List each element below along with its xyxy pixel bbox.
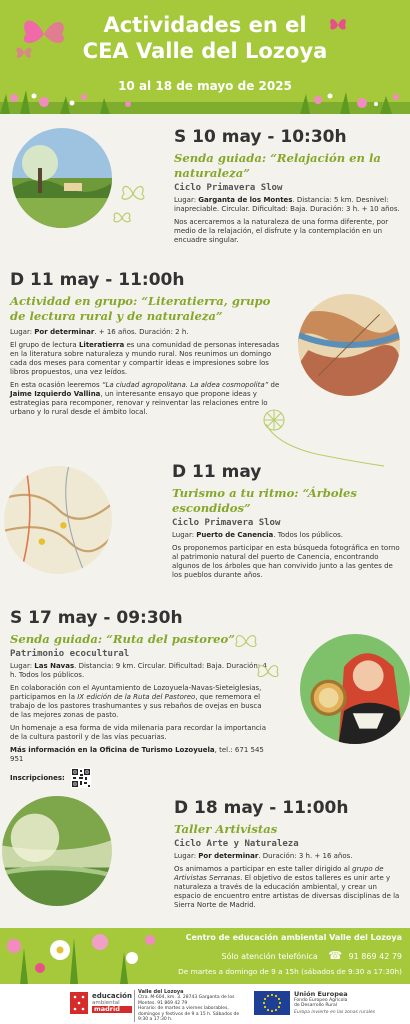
event-4-homage: Un homenaje a esa forma de vida milenaria para recordar la importancia de la cultura pastoril y de las vías pecuarias. — [10, 724, 267, 741]
community-madrid-logo — [70, 992, 88, 1014]
phone-icon: ☎ — [328, 949, 343, 962]
educacion-ambiental-logo: educación ambiental madrid — [92, 992, 132, 1013]
phone-number[interactable]: 91 869 42 79 — [348, 952, 402, 961]
event-3-title: Turismo a tu ritmo: “Árboles escondidos” — [172, 486, 357, 515]
event-2-date: D 11 may - 11:00h — [10, 270, 185, 290]
page-title — [0, 12, 410, 64]
event-1-title: Senda guiada: “Relajación en la naturaleza” — [174, 151, 381, 180]
event-5-date: D 18 may - 11:00h — [174, 798, 349, 818]
event-5 — [174, 798, 404, 910]
flower-meadow-decoration — [0, 88, 410, 114]
event-1-photo — [12, 128, 112, 228]
dandelion-line-icon — [256, 404, 386, 468]
opening-hours: De martes a domingo de 9 a 15h (sábados de 9:30 a 17:30h) — [178, 967, 402, 976]
center-address: Valle del Lozoya Ctra. M-604, km. 3. 28743 Garganta de los Montes. 91 869 42 79 Horario: de martes a viernes laborables, domingos y festivos de 9 a 15 h. Sábados de 9:30 a 17:30 h. — [134, 990, 242, 1022]
event-1-details: Lugar: Garganta de los Montes. Distancia: 5 km. Desnivel: inapreciable. Circular. Dificultad: Baja. Duración: 3 h. + 10 años. — [174, 196, 400, 213]
butterflies-line-icon-2 — [228, 628, 288, 692]
event-5-description: Os animamos a participar en este taller dirigido al grupo de Artivistas Serranas. El objetivo de estos talleres es unir arte y naturaleza a través de la educación ambiental, y crear un espacio de encuentro entre artistas de diversas disciplinas de la Sierra Norte de Madrid. — [174, 865, 400, 909]
event-2-map-photo — [298, 294, 400, 396]
event-3-date: D 11 may — [172, 462, 262, 482]
event-4-more-info: Más información en la Oficina de Turismo Lozoyuela, tel.: 671 545 951 — [10, 746, 264, 763]
event-5-subtitle: Ciclo Arte y Naturaleza — [174, 839, 299, 849]
event-3 — [172, 462, 404, 580]
eu-flag-icon — [254, 991, 290, 1015]
event-1-subtitle: Ciclo Primavera Slow — [174, 183, 283, 193]
event-3-subtitle: Ciclo Primavera Slow — [172, 518, 281, 528]
event-4-title: Senda guiada: “Ruta del pastoreo” — [10, 632, 235, 646]
event-1-description: Nos acercaremos a la naturaleza de una forma diferente, por medio de la relajación, el disfrute y la contemplación en un encuadre singular. — [174, 218, 389, 244]
event-3-map-photo — [4, 466, 112, 574]
event-3-details: Lugar: Puerto de Canencia. Todos los públicos. — [172, 531, 343, 539]
event-4-description: En colaboración con el Ayuntamiento de Lozoyuela-Navas-Sieteiglesias, participamos en la IX edición de la Ruta del Pastoreo, que rememora el trabajo de los pastores trashumantes y sus rebaños de ovejas en busca de las mejores zonas de pasto. — [10, 684, 262, 719]
event-4-inscriptions — [10, 768, 272, 788]
logos-bar — [0, 984, 410, 1024]
date-range: 10 al 18 de mayo de 2025 — [118, 79, 292, 93]
event-5-details: Lugar: Por determinar. Duración: 3 h. + 16 años. — [174, 852, 353, 860]
event-1-date: S 10 may - 10:30h — [174, 127, 347, 147]
stars-icon — [70, 992, 88, 1014]
footer-flowers-decoration — [0, 928, 160, 984]
event-2 — [10, 270, 280, 417]
event-5-photo — [2, 796, 112, 906]
event-4-details: Lugar: Las Navas. Distancia: 9 km. Circular. Dificultad: Baja. Duración: 4 h. Todos los públicos. — [10, 662, 267, 679]
phone-row — [221, 949, 402, 962]
event-2-book: En esta ocasión leeremos “La ciudad agropolitana. La aldea cosmopolita” de Jaime Izquierdo Vallina, un interesante ensayo que propone ideas y estrategias para recomponer, renovar y reinventar las relaciones entre lo urbano y lo rural desde el ámbito local. — [10, 381, 280, 416]
event-1 — [174, 127, 402, 245]
event-4-illustration — [300, 634, 410, 744]
event-4-subtitle: Patrimonio ecocultural — [10, 649, 130, 659]
event-2-description: El grupo de lectura Literatierra es una comunidad de personas interesadas en la literatura sobre naturaleza y mundo rural. Nos reunimos un domingo cada dos meses para comentar y compartir ideas e impresiones sobre los libros propuestos, una vez leídos. — [10, 341, 280, 376]
event-2-title: Actividad en grupo: “Literatierra, grupo de lectura rural y de naturaleza” — [10, 294, 271, 323]
inscriptions-label: Inscripciones: — [10, 774, 65, 782]
phone-label: Sólo atención telefónica — [221, 952, 318, 961]
event-5-title: Taller Artivistas — [174, 822, 278, 836]
event-3-description: Os proponemos participar en esta búsqueda fotográfica en torno al patrimonio natural del puerto de Canencia, encontrando algunos de los árboles que han convivido junto a las gentes de los pueblos durante años. — [172, 544, 400, 579]
footer-banner — [0, 928, 410, 984]
title-line-2: CEA Valle del Lozoya — [82, 39, 328, 63]
eu-fund-text: Unión Europea Fondo Europeo Agrícola de Desarrollo Rural Europa invierte en las zonas rurales — [294, 990, 375, 1015]
header-banner — [0, 0, 410, 114]
event-2-details: Lugar: Por determinar. + 16 años. Duración: 2 h. — [10, 328, 189, 336]
event-4-date: S 17 may - 09:30h — [10, 608, 183, 628]
center-name: Centro de educación ambiental Valle del Lozoya — [185, 933, 402, 942]
qr-code-icon[interactable] — [71, 768, 91, 788]
butterflies-line-icon — [108, 176, 158, 236]
title-line-1: Actividades en el — [103, 13, 307, 37]
